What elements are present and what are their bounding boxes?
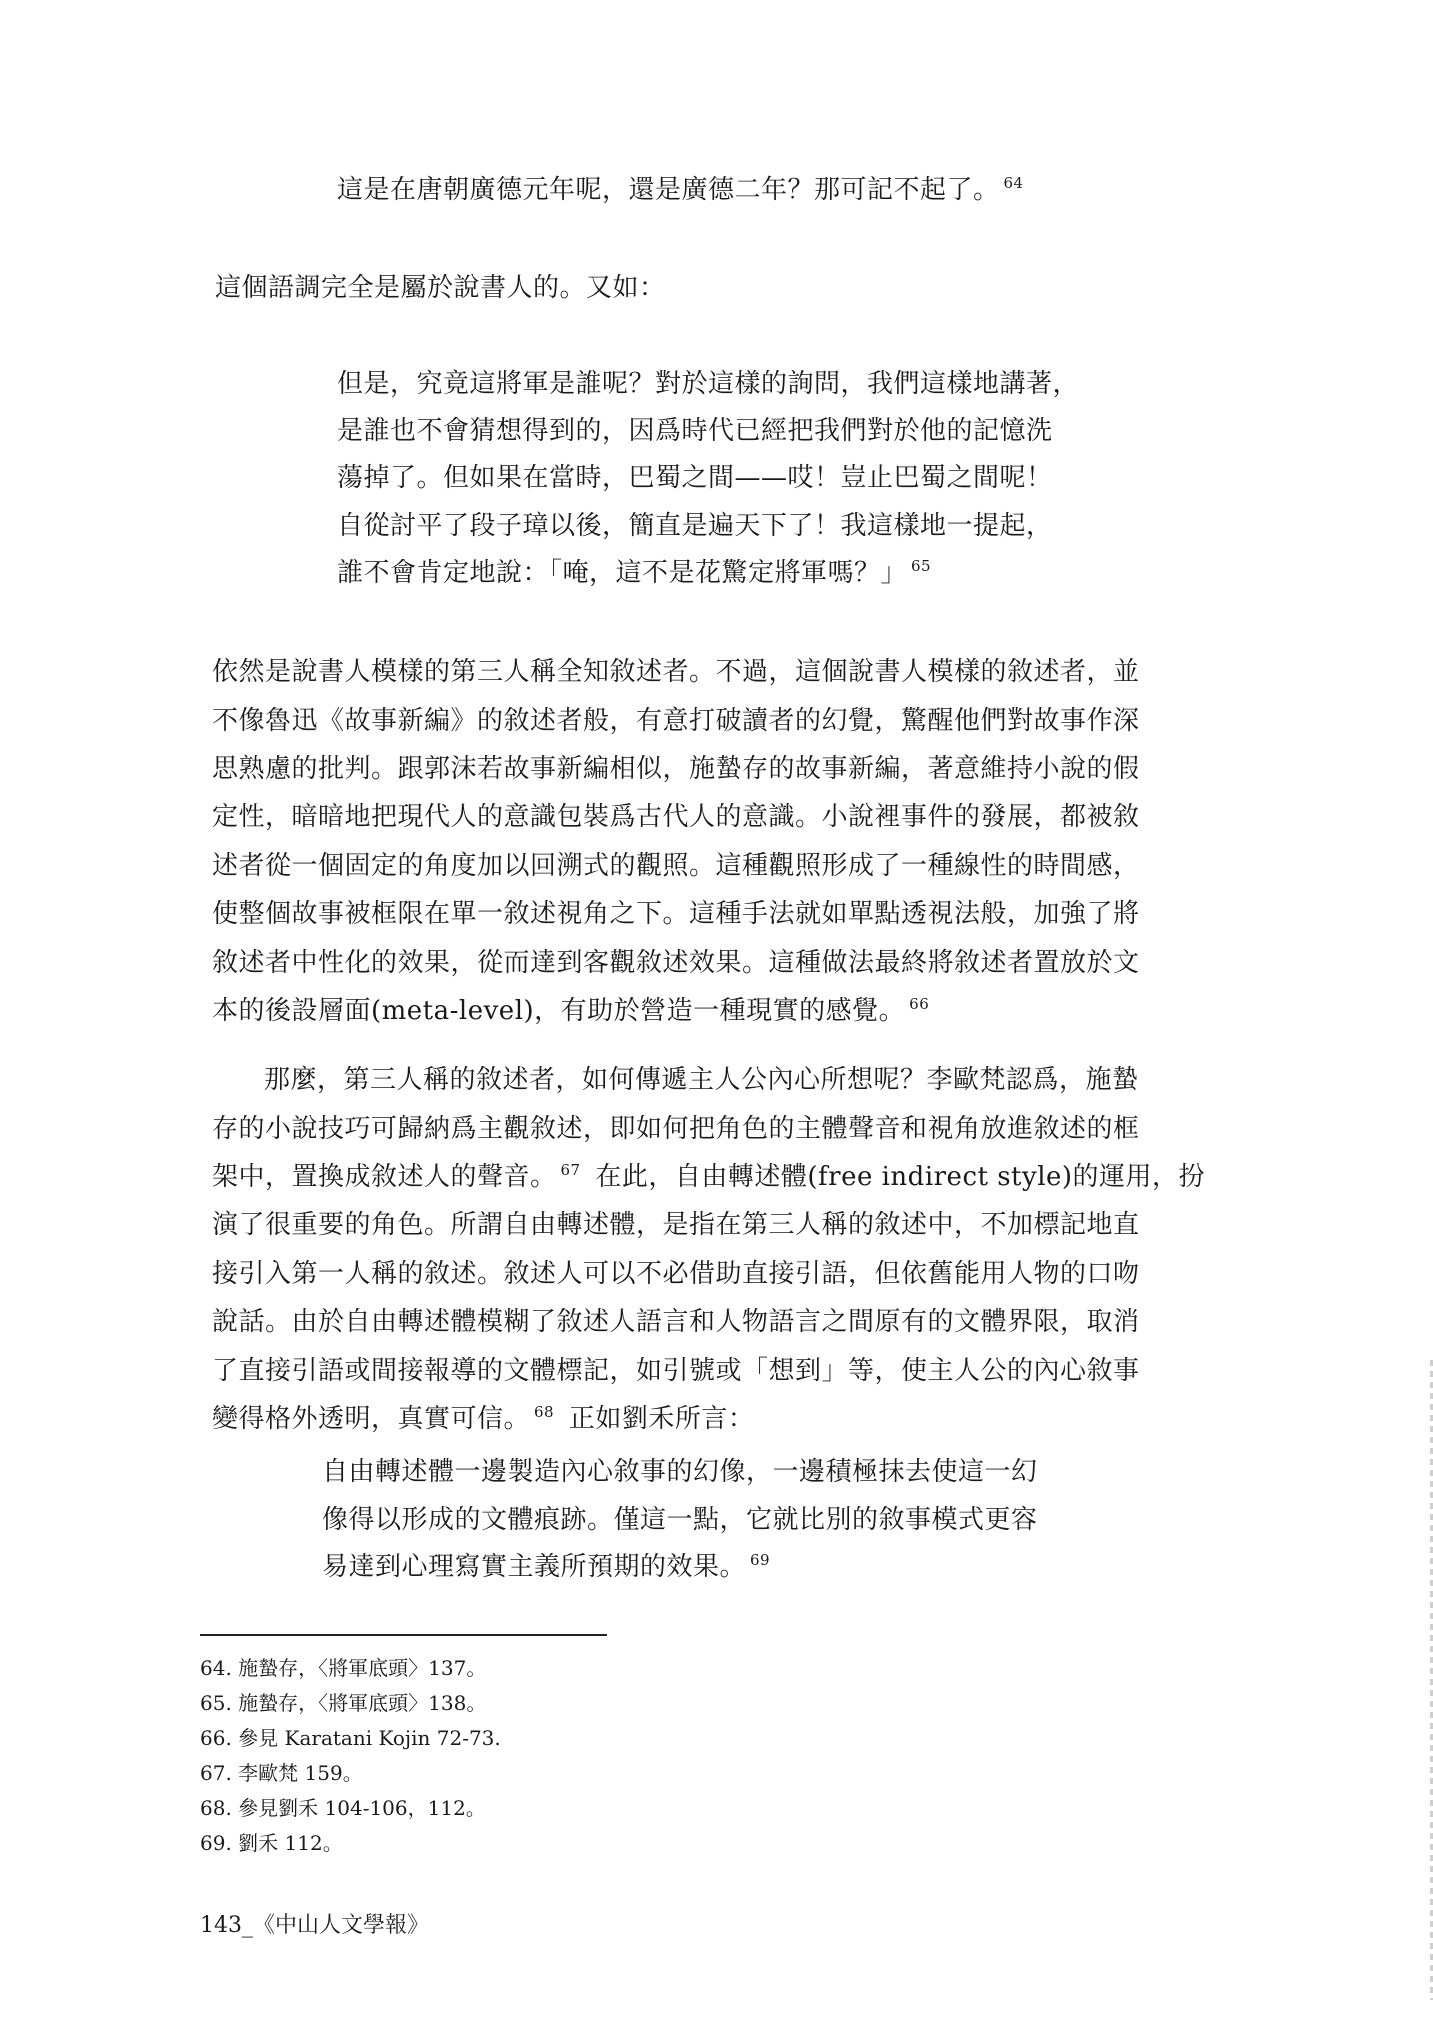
footnote-ref: 69 [750, 1551, 771, 1570]
footnote-ref: 68 [534, 1403, 555, 1422]
quote-2-line: 是誰也不會猜想得到的，因爲時代已經把我們對於他的記憶洗 [337, 416, 1053, 446]
footnote-ref: 64 [1003, 174, 1024, 193]
quote-2-line: 蕩掉了。但如果在當時，巴蜀之間——哎！豈止巴蜀之間呢！ [337, 463, 1053, 493]
paragraph-1-line: 依然是說書人模樣的第三人稱全知敘述者。不過，這個說書人模樣的敘述者，並 [212, 657, 1140, 687]
footnote-65: 65. 施蟄存，〈將軍底頭〉138。 [200, 1691, 487, 1715]
page-footer: 143_《中山人文學報》 [200, 1913, 429, 1938]
paragraph-1-line: 敘述者中性化的效果，從而達到客觀敘述效果。這種做法最終將敘述者置放於文 [212, 948, 1140, 978]
footnote-68: 68. 參見劉禾 104-106，112。 [200, 1796, 486, 1820]
paragraph-2-line: 了直接引語或間接報導的文體標記，如引號或「想到」等，使主人公的內心敘事 [212, 1356, 1140, 1386]
quote-2-line: 但是，究竟這將軍是誰呢？對於這樣的詢問，我們這樣地講著， [337, 369, 1080, 399]
paragraph-1-line: 定性，暗暗地把現代人的意識包裝爲古代人的意識。小說裡事件的發展，都被敘 [212, 802, 1140, 832]
footnote-ref: 65 [911, 557, 932, 576]
paragraph-1-line: 不像魯迅《故事新編》的敘述者般，有意打破讀者的幻覺，驚醒他們對故事作深 [212, 706, 1140, 736]
quote-1 [337, 175, 1024, 205]
paragraph-1-line: 本的後設層面(meta-level)，有助於營造一種現實的感覺。 $^{66}$ [212, 995, 930, 1026]
intro-line: 這個語調完全是屬於說書人的。又如： [215, 273, 666, 303]
paragraph-2-line: 變得格外透明，真實可信。 $^{68}$ 正如劉禾所言： [212, 1403, 755, 1434]
footnote-64: 64. 施蟄存，〈將軍底頭〉137。 [200, 1656, 487, 1680]
paragraph-2-line: 存的小說技巧可歸納爲主觀敘述，即如何把角色的主體聲音和視角放進敘述的框 [212, 1114, 1140, 1144]
quote-2-line: 自從討平了段子璋以後，簡直是遍天下了！我這樣地一提起， [337, 511, 1053, 541]
paragraph-1-line: 思熟慮的批判。跟郭沫若故事新編相似，施蟄存的故事新編，著意維持小說的假 [212, 754, 1140, 784]
quote-3-line: 像得以形成的文體痕跡。僅這一點，它就比別的敘事模式更容 [322, 1505, 1038, 1535]
footnote-ref: 67 [560, 1161, 581, 1180]
quote-3-line: 自由轉述體一邊製造內心敘事的幻像，一邊積極抹去使這一幻 [322, 1457, 1038, 1487]
quote-1-text: 這是在唐朝廣德元年呢，還是廣德二年？那可記不起了。 [337, 175, 1000, 205]
paragraph-2-line: 說話。由於自由轉述體模糊了敘述人語言和人物語言之間原有的文體界限，取消 [212, 1307, 1140, 1337]
footnote-divider [200, 1634, 607, 1636]
paragraph-2-line: 演了很重要的角色。所謂自由轉述體，是指在第三人稱的敘述中，不加標記地直 [212, 1210, 1140, 1240]
paragraph-2-line: 那麼，第三人稱的敘述者，如何傳遞主人公內心所想呢？李歐梵認爲，施蟄 [264, 1065, 1139, 1095]
paragraph-2-line: 接引入第一人稱的敘述。敘述人可以不必借助直接引語，但依舊能用人物的口吻 [212, 1259, 1140, 1289]
footnote-67: 67. 李歐梵 159。 [200, 1761, 363, 1785]
footnote-66: 66. 參見 Karatani Kojin 72-73. [200, 1726, 501, 1750]
footnote-ref: 66 [909, 995, 930, 1014]
footnote-69: 69. 劉禾 112。 [200, 1831, 343, 1855]
paragraph-1-line: 述者從一個固定的角度加以回溯式的觀照。這種觀照形成了一種線性的時間感， [212, 851, 1140, 881]
paragraph-1-line: 使整個故事被框限在單一敘述視角之下。這種手法就如單點透視法般，加強了將 [212, 899, 1140, 929]
quote-2-line: 誰不會肯定地說：「唵，這不是花驚定將軍嗎？」 $^{65}$ [337, 557, 932, 588]
paragraph-2-line: 架中，置換成敘述人的聲音。 $^{67}$ 在此，自由轉述體(free indirect style)的運用，扮 [212, 1161, 1206, 1192]
quote-3-line: 易達到心理寫實主義所預期的效果。 $^{69}$ [322, 1551, 771, 1582]
